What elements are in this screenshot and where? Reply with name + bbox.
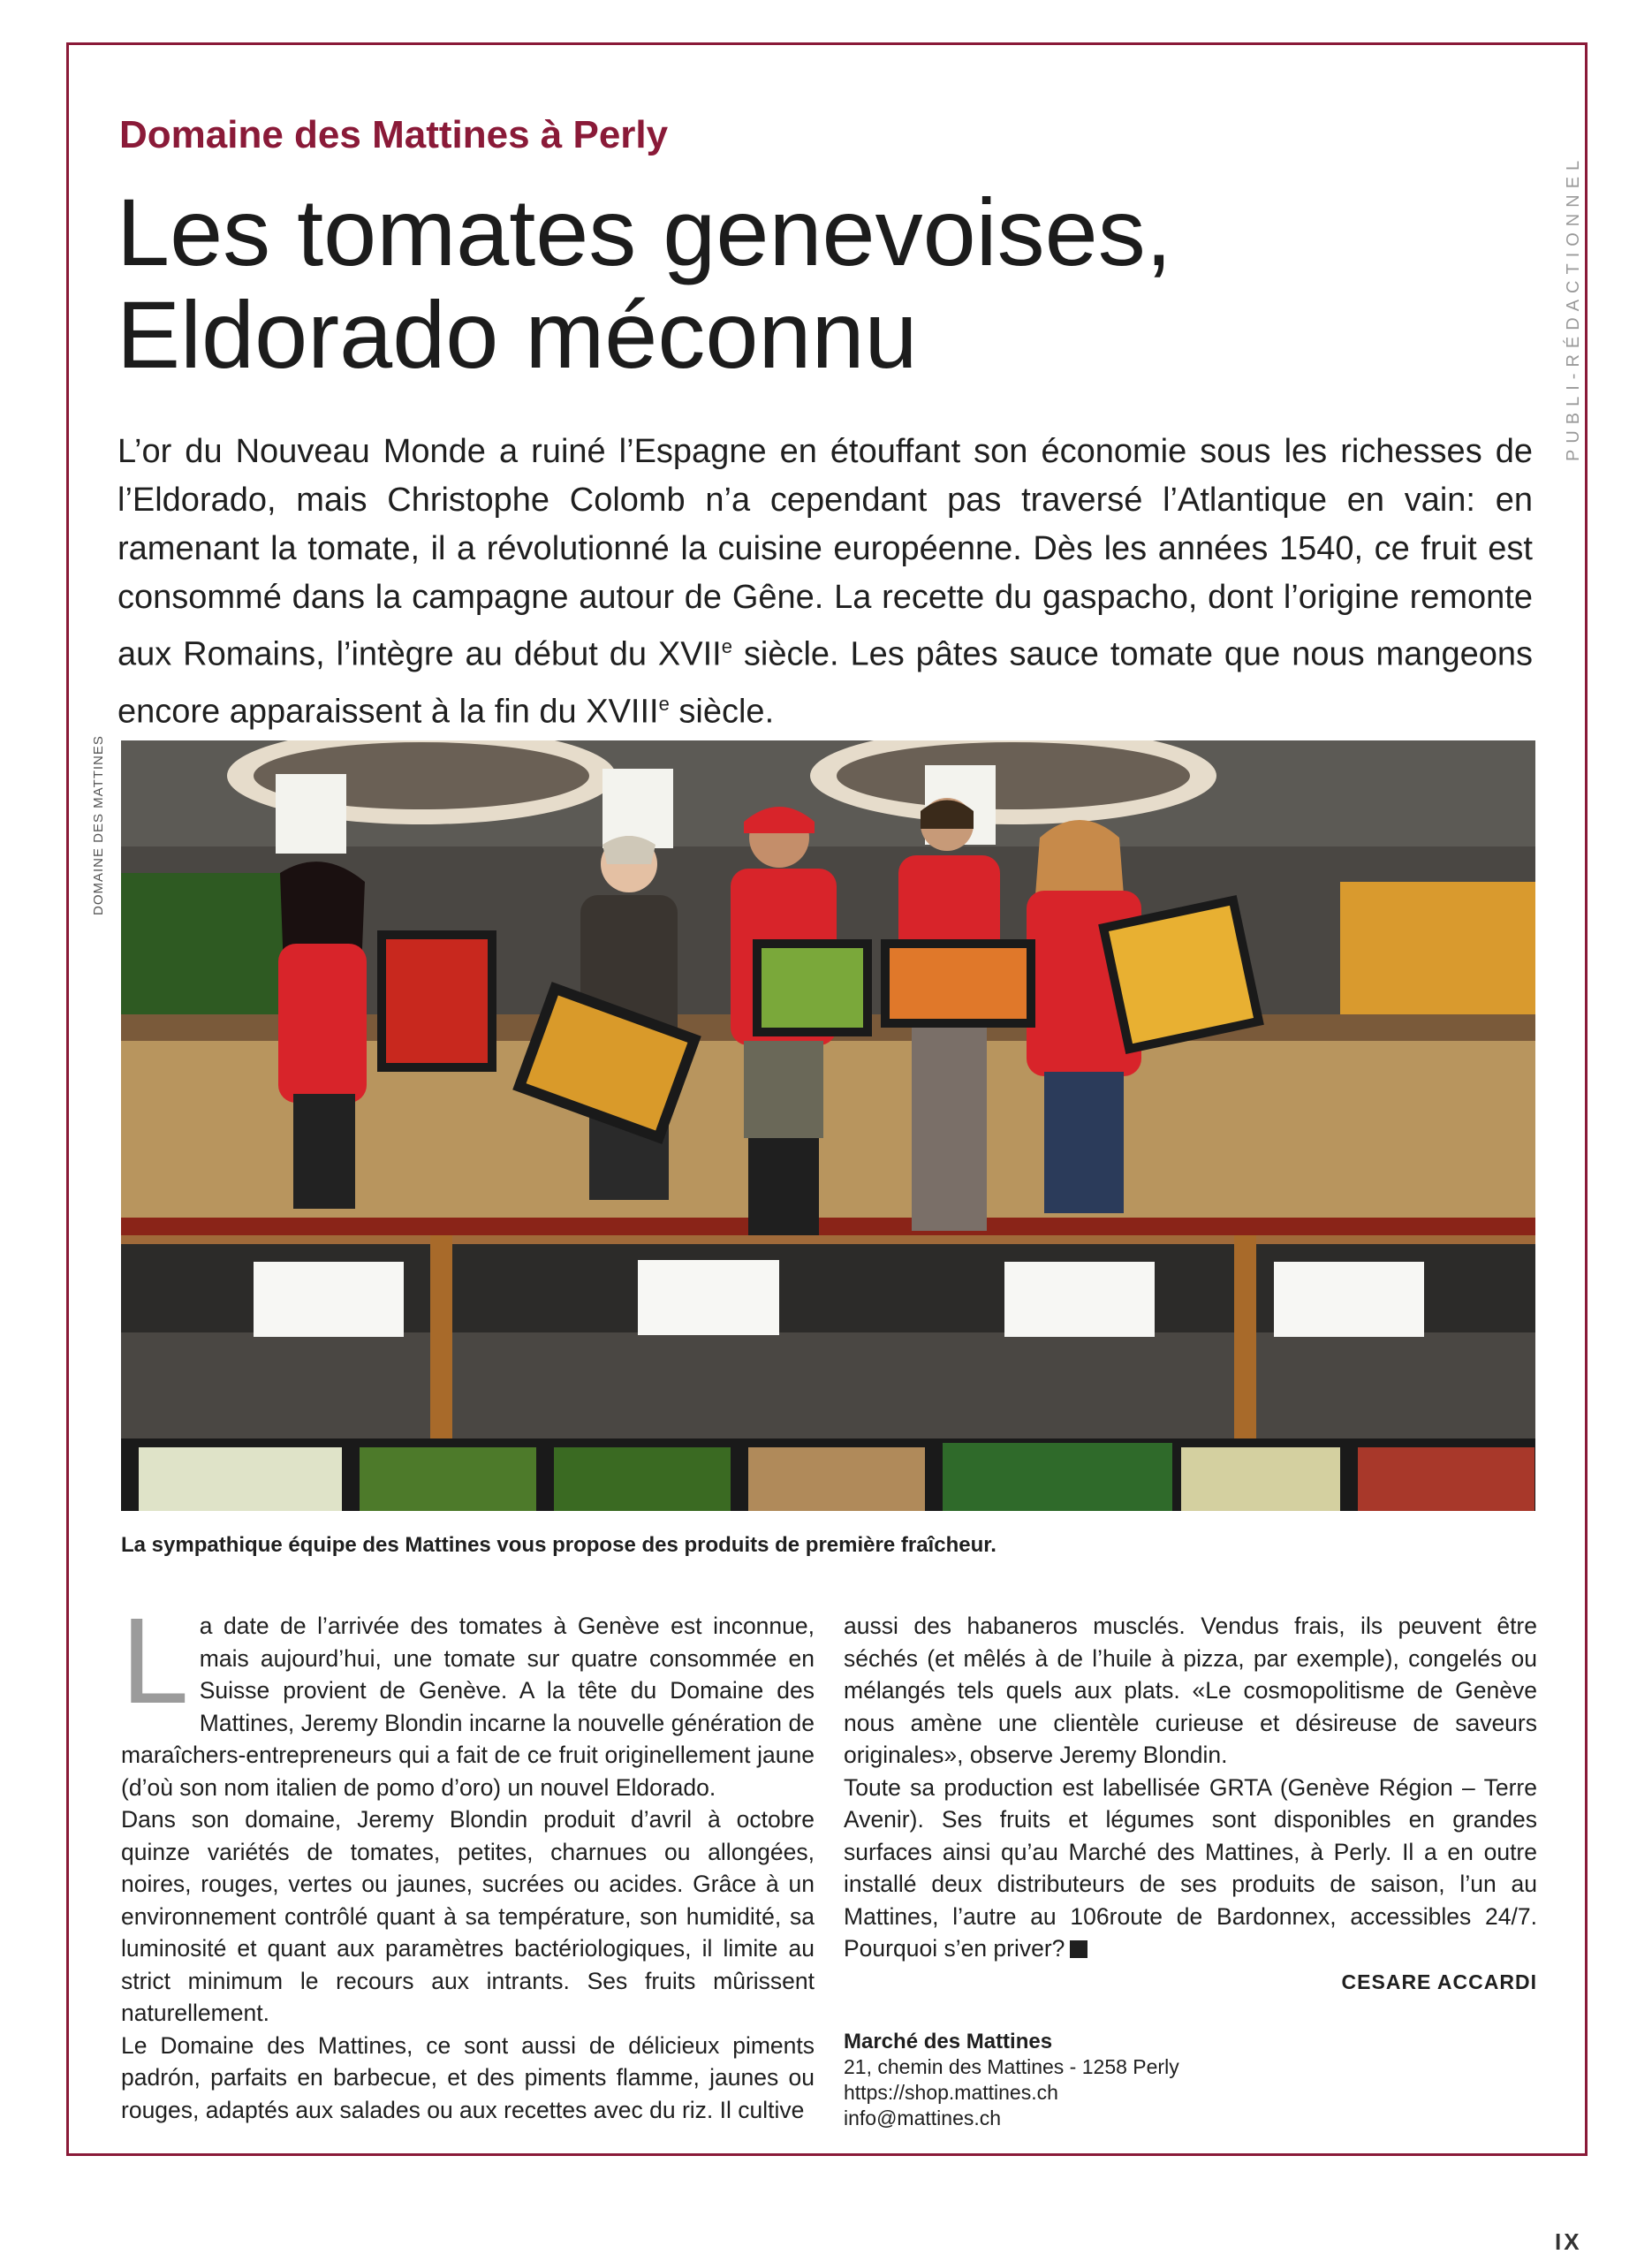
article-kicker: Domaine des Mattines à Perly bbox=[119, 113, 669, 156]
body-paragraph-5 bbox=[844, 1772, 1537, 1965]
article-intro bbox=[117, 428, 1533, 736]
article-author: CESARE ACCARDI bbox=[1341, 1970, 1537, 1993]
team-photo bbox=[121, 740, 1535, 1511]
photo-caption: La sympathique équipe des Mattines vous propose des produits de première fraîcheur. bbox=[121, 1533, 997, 1557]
photo-credit: DOMAINE DES MATTINES bbox=[91, 735, 106, 915]
intro-text-2: siècle. Les pâtes sauce tomate que nous mangeons encore apparaissent à la fin du XVIII bbox=[117, 635, 1533, 731]
end-of-article-square-icon bbox=[1070, 1940, 1087, 1958]
body-column-left bbox=[121, 1593, 815, 2126]
drop-cap: L bbox=[121, 1593, 189, 1729]
product-label-2 bbox=[638, 1260, 779, 1335]
body-paragraph-3: Le Domaine des Mattines, ce sont aussi de délicieux piments padrón, parfaits en barbecue, et des piments flamme, jaunes ou rouges, adaptés aux salades ou aux recettes avec du riz. Il cultive bbox=[121, 2031, 815, 2123]
intro-text-1: L’or du Nouveau Monde a ruiné l’Espagne en étouffant son économie sous les richesses de l’Eldorado, mais Christophe Colomb n’a cependant pas traversé l’Atlantique en vain: en ramenant la tomate, il a révolutionné la cuisine européenne. Dès les années 1540, ce fruit est consommé dans la campagne autour de Gêne. La recette du gaspacho, dont l’origine remonte aux Romains, l’intègre au début du XVII bbox=[117, 433, 1533, 673]
intro-text-3: siècle. bbox=[669, 693, 775, 731]
headline-line-2: Eldorado méconnu bbox=[117, 281, 918, 388]
headline-line-1: Les tomates genevoises, bbox=[117, 178, 1172, 285]
product-label-3 bbox=[1004, 1262, 1155, 1337]
paragraph-5-text: Toute sa production est labellisée GRTA (Genève Région – Terre Avenir). Ses fruits et légumes sont disponibles en grandes surfaces ainsi qu’au Marché des Mattines, à Perly. Il a en outre installé deux distributeurs de ses produits de saison, l’un au Mattines, l’autre au 106route de Bardonnex, accessibles 24/7. Pourquoi s’en priver? bbox=[844, 1773, 1537, 1962]
body-paragraph-1 bbox=[121, 1593, 815, 1803]
contact-address bbox=[844, 2029, 1537, 2131]
intro-sup-1: e bbox=[721, 635, 732, 657]
body-paragraph-4: aussi des habaneros musclés. Vendus frais, ils peuvent être séchés (et mêlés à de l’huile à pizza, par exemple), congelés ou mélangés tels quels aux plats. «Le cosmopolitisme de Genève nous amène une clientèle curieuse et désireuse de saveurs originales», observe Jeremy Blondin. bbox=[844, 1613, 1537, 1768]
address-street: 21, chemin des Mattines - 1258 Perly bbox=[844, 2055, 1179, 2078]
crate-green-tomatoes bbox=[753, 939, 872, 1036]
sign-1 bbox=[276, 774, 346, 854]
address-email-link[interactable]: info@mattines.ch bbox=[844, 2106, 1002, 2129]
crate-orange-tomatoes bbox=[881, 939, 1035, 1028]
crate-red-tomatoes bbox=[377, 930, 496, 1072]
paragraph-1-text: a date de l’arrivée des tomates à Genève est inconnue, mais aujourd’hui, une tomate sur quatre consommée en Suisse provient de Genève. A la tête du Domaine des Mattines, Jeremy Blondin incarne la nouvelle génération de maraîchers-entrepreneurs qui a fait de ce fruit originellement jaune (d’où son nom italien de pomo d’oro) un nouvel Eldorado. bbox=[121, 1613, 815, 1801]
address-title: Marché des Mattines bbox=[844, 2030, 1053, 2053]
address-website-link[interactable]: https://shop.mattines.ch bbox=[844, 2081, 1058, 2104]
body-paragraph-2: Dans son domaine, Jeremy Blondin produit d’avril à octobre quinze variétés de tomates, petites, charnues ou allongées, noires, rouges, vertes ou jaunes, sucrées ou acides. Grâce à un environnement contrôlé quant à sa température, son humidité, sa luminosité et quant aux paramètres bactériologiques, il limite au strict minimum le recours aux intrants. Ses fruits mûrissent naturellement. bbox=[121, 1806, 815, 2026]
page-number: IX bbox=[1555, 2228, 1582, 2255]
article-headline bbox=[117, 178, 1495, 388]
intro-sup-2: e bbox=[658, 692, 670, 715]
product-label-4 bbox=[1274, 1262, 1424, 1337]
body-column-right bbox=[844, 1610, 1537, 1965]
product-label-1 bbox=[254, 1262, 404, 1337]
sign-2 bbox=[602, 769, 673, 848]
publi-redactionnel-label: PUBLI-RÉDACTIONNEL bbox=[1564, 154, 1583, 461]
